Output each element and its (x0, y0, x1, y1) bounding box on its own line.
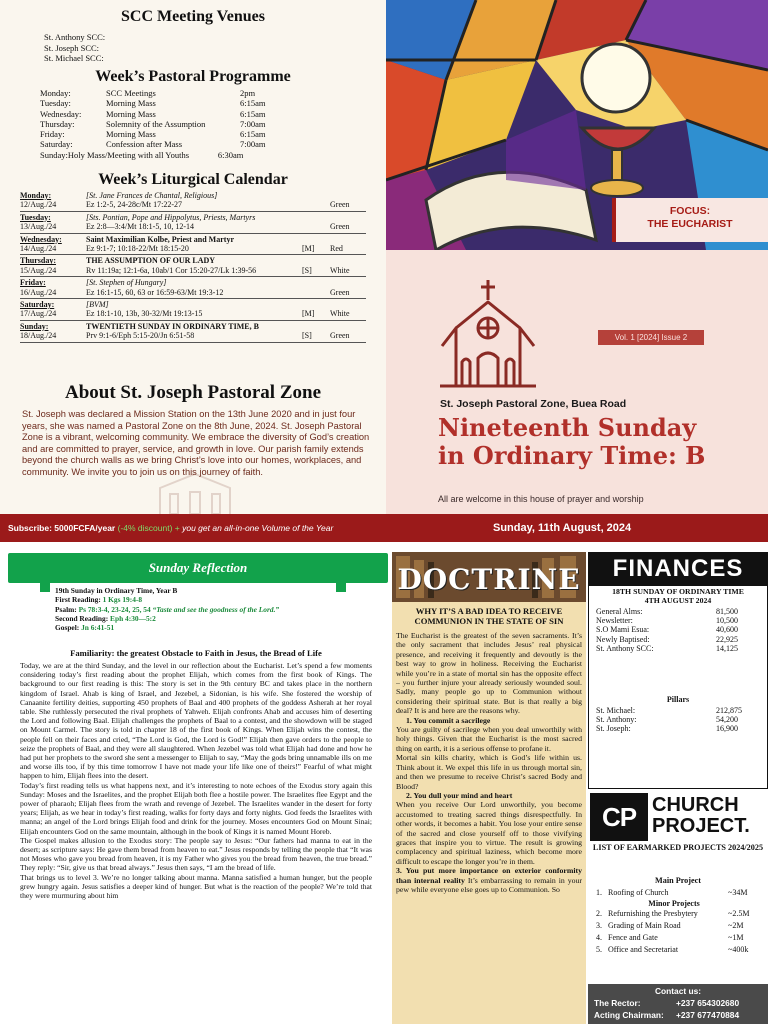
programme-row (40, 88, 266, 98)
finance-row (596, 635, 756, 644)
focus-label (612, 205, 768, 231)
reading-label: Gospel: (55, 623, 80, 633)
subscribe-text (8, 514, 333, 542)
reflection-paragraph: Today, we are at the third Sunday, and the level in our reflection about the Eucharist. Let’s spend a few moments considering today’s first reading about the prophet Elijah, which comes from the first book of Kings. The background to our first reading is this: The story is set in the 9th century BC and takes place in the northern kingdom of Israel. Ahab is king of Israel, and Jezebel, a Sidonian, is his wife. She fostered the worship of Canaanite fertility deities, supporting 450 prophets of Baal and 400 prophets of the goddess Asherah at her royal table. She ruthlessly persecuted the rival prophets of Yahweh. Elijah confronts Ahab and accuses him of deserting the Lord and following Baal. Elijah challenges the prophets of Baal to a contest, and the showdown will be staged on Mount Carmel. The story is told in chapter 18 of the first book of Kings. When Elijah wins the contest, the people fell on their faces and cried, “The Lord is God, the Lord is God!” Elijah then gave orders to the people to seize the prophets of Baal, and they were all slaughtered. When Jezebel was told what Elijah had done and how he had put her prophets to the sword she sent a messenger to Elijah to say, “May the gods bring unnamable ills on me and worse ills too, if by this time tomorrow I have not made your life like one of theirs!” Fearful of what might happen to him, Elijah flees into the desert. (20, 661, 372, 781)
calendar-readings: Ez 2:8—3:4/Mt 18:1-5, 10, 12-14 (86, 222, 194, 232)
readings-list (55, 586, 385, 632)
calendar-date-value: 14/Aug./24 (20, 244, 57, 254)
issue-badge: Vol. 1 [2024] Issue 2 (598, 330, 704, 345)
calendar-entry (86, 256, 302, 275)
finance-value: 22,925 (716, 634, 738, 644)
project-number: 2. (596, 909, 602, 918)
programme-row (40, 109, 266, 119)
reflection-body (20, 661, 372, 1024)
calendar-day: Thursday: (20, 256, 57, 266)
focus-line: FOCUS: (669, 205, 711, 217)
finance-value: 14,125 (716, 643, 738, 653)
doctrine-paragraph: The Eucharist is the greatest of the seven sacraments. It’s the only sacrament that includes Jesus’ real physical presence, and receiving it frequently and devoutly is the best way to grow in holiness. Receiving the Eucharist while you’re in a state of mortal sin has the opposite effect – you further injure your already seriously wounded soul. Sadly, many people go up to Communion without considering their spiritual state. But is that really a big deal? It is and here are the reasons why. (396, 631, 582, 716)
calendar-date-value: 12/Aug./24 (20, 200, 57, 210)
church-project-logo-letters: CP (601, 802, 637, 832)
projects-list (596, 887, 760, 956)
calendar-entry (86, 300, 302, 319)
programme-day: Friday: (40, 129, 65, 140)
doctrine-point-title: 3. You put more importance on exterior conformity than internal reality (396, 866, 582, 885)
calendar-rank: [M] (302, 309, 315, 319)
calendar-liturgical-color: Red (330, 244, 343, 254)
calendar-row (20, 234, 366, 256)
programme-day: Monday: (40, 88, 71, 98)
project-name: Roofing of Church (608, 888, 669, 897)
issue-title-line: in Ordinary Time: B (438, 441, 706, 470)
calendar-liturgical-color: Green (330, 200, 350, 210)
project-number: 4. (596, 933, 602, 942)
venue-item: St. Anthony SCC: (44, 32, 106, 42)
doctrine-paragraph: It’s embarrassing to remain in your pew while everyone else goes up to Communion. So (396, 875, 582, 894)
minor-projects-list (596, 908, 760, 956)
pillar-label: St. Anthony: (596, 715, 637, 725)
programme-day: Tuesday: (40, 98, 71, 109)
psalm-response: “Taste and see the goodness of the Lord.” (152, 604, 280, 614)
calendar-date (20, 278, 86, 297)
doctrine-paragraph: Mortal sin kills charity, which is God’s life within us. Think about it. We expel this life in us through mortal sin, and then we presume to receive Christ’s sacred Body and Blood? (396, 753, 582, 791)
contact-role: The Rector: (594, 998, 641, 1008)
calendar-readings: Ez 9:1-7; 10:18-22/Mt 18:15-20 (86, 244, 189, 254)
programme-event: Morning Mass (106, 129, 156, 140)
calendar-date-value: 16/Aug./24 (20, 287, 57, 297)
calendar-liturgical-color: Green (330, 222, 350, 232)
calendar-day: Friday: (20, 278, 46, 288)
calendar-date-value: 18/Aug./24 (20, 331, 57, 341)
reading-ref: Jn 6:41-51 (79, 623, 115, 633)
calendar-liturgical-color: White (330, 265, 350, 275)
calendar-date-value: 15/Aug./24 (20, 265, 57, 275)
wordmark-line: PROJECT. (652, 815, 750, 837)
pillar-label: St. Joseph: (596, 724, 631, 734)
about-title: About St. Joseph Pastoral Zone (65, 382, 321, 403)
finance-label: Newsletter: (596, 616, 633, 626)
programme-day: Saturday: (40, 139, 73, 150)
projects-title: LIST OF EARMARKED PROJECTS 2024/2025 (592, 843, 764, 852)
calendar-rank: [M] (302, 244, 315, 254)
reflection-header-label: Sunday Reflection (148, 560, 248, 575)
calendar-day: Monday: (20, 191, 52, 200)
project-row (596, 908, 760, 920)
finance-value: 40,600 (716, 625, 738, 635)
venue-item: St. Michael SCC: (44, 53, 104, 63)
calendar-meta (302, 191, 366, 210)
reflection-paragraph: The Gospel makes allusion to the Exodus story: The people say to Jesus: “Our fathers had manna to eat in the desert; as scripture says: He gave them bread from heaven to eat.” Jesus responds by telling the people that “It was not Moses who gave you bread from heaven, it is my Father who gives you the bread from heaven, the true bread.” They reply: “Sir, give us that bread always.” Jesus then says, “I am the bread of life. (20, 835, 372, 873)
reflection-paragraph: That brings us to level 3. We’re no longer talking about manna. Manna satisfied a human hunger, but the people grew hungry again. Jesus satisfies a deeper kind of hunger. But what is the reaction of the people? We’re told that they were murmuring about him (20, 872, 372, 901)
programme-time: 6:15am (240, 98, 266, 109)
pillar-value: 16,900 (716, 724, 738, 734)
issue-date: Sunday, 11th August, 2024 (493, 522, 632, 534)
calendar-liturgical-color: Green (330, 331, 350, 341)
project-amount: ~34M (728, 888, 748, 897)
project-row (596, 920, 760, 932)
calendar-meta (302, 256, 366, 275)
calendar-date (20, 256, 86, 275)
calendar-day: Tuesday: (20, 212, 51, 222)
project-name: Office and Secretariat (608, 945, 679, 954)
calendar-meta (302, 322, 366, 341)
pillar-row (596, 715, 756, 724)
programme-title: Week’s Pastoral Programme (95, 68, 291, 85)
main-project-label: Main Project (655, 876, 701, 885)
pillar-row (596, 706, 756, 715)
calendar-meta (302, 300, 366, 319)
doctrine-point-title: 2. You dull your mind and heart (406, 790, 513, 800)
finances-title (592, 588, 764, 605)
venues-list (44, 32, 105, 64)
calendar-readings: Ez 16:1-15, 60, 63 or 16:59-63/Mt 19:3-12 (86, 287, 224, 297)
finance-row (596, 616, 756, 625)
programme-event: Holy Mass/Meeting with all Youths (67, 149, 190, 160)
calendar-liturgical-color: Green (330, 287, 350, 297)
contact-role: Acting Chairman: (594, 1010, 664, 1020)
calendar-meta (302, 235, 366, 254)
finance-label: St. Anthony SCC: (596, 643, 654, 653)
venues-title: SCC Meeting Venues (120, 8, 265, 25)
doctrine-label: DOCTRINE (397, 563, 581, 596)
calendar-date (20, 322, 86, 341)
welcome-text: All are welcome in this house of prayer and worship (438, 494, 644, 504)
pillar-value: 54,200 (716, 715, 738, 725)
issue-title (438, 414, 758, 470)
programme-time: 2pm (240, 88, 256, 98)
finance-row (596, 625, 756, 634)
doctrine-paragraph: You are guilty of sacrilege when you deal unworthily with holy things. Given that the Eucharist is the most sacred thing on earth, it is a serious offense to profane it. (396, 725, 582, 753)
reflection-paragraph: Today’s first reading tells us what happens next, and it’s interesting to note echoes of the Exodus story again this Sunday: Moses and the Israelites, and the prophet Elijah both flee a hostile power. The Israelites flee Egypt and the power of pharaoh; Elijah flees from the wrath and revenge of Jezebel. The Israelites wander in the desert for forty years; Elijah, as we hear in today’s first reading, walks for forty days and forty nights. God feeds the Israelites with manna; an angel of the Lord brings Elijah food and drink for the journey. Moses encounters God on Mount Sinai; Elijah encounters God on the same mountain, although in the book of Kings it is named Mount Horeb. (20, 780, 372, 836)
church-outline-icon (150, 470, 240, 514)
church-icon (438, 278, 538, 390)
finances-table (596, 607, 756, 653)
tab-marker-icon (40, 583, 50, 592)
calendar-day: Sunday: (20, 321, 49, 331)
readings-heading: 19th Sunday in Ordinary Time, Year B (55, 586, 178, 595)
calendar-rank: [S] (302, 265, 312, 275)
finance-row (596, 644, 756, 653)
programme-time: 6:30am (217, 149, 244, 160)
about-text: St. Joseph was declared a Mission Station on the 13th June 2020 and in just four years, she was named a Pastoral Zone on the 8th June, 2024. St. Joseph Pastoral Zone is a vibrant, welcoming community. We embrace the diversity of God’s creation and are committed to prayer, service, and growth in love. Our parish family extends beyond the church walls as we bring Christ’s love into our homes, workplaces, and community. We invite you to join us on this journey of faith. (22, 409, 370, 477)
calendar-day: Saturday: (20, 300, 55, 310)
finance-label: Newly Baptised: (596, 634, 650, 644)
pillar-label: St. Michael: (596, 706, 636, 715)
finance-value: 10,500 (716, 616, 738, 626)
contact-row (594, 1009, 766, 1021)
calendar-celebration: [St. Jane Frances de Chantal, Religious] (86, 191, 218, 200)
programme-event: Morning Mass (106, 108, 156, 119)
programme-day: Wednesday: (40, 108, 82, 119)
finance-label: S.O Mami Esua: (596, 625, 650, 635)
project-amount: ~1M (728, 933, 744, 942)
programme-event: Solemnity of the Assumption (106, 118, 206, 129)
finance-value: 81,500 (716, 607, 738, 616)
programme-time: 6:15am (240, 129, 266, 140)
calendar-meta (302, 213, 366, 232)
programme-table (40, 88, 266, 160)
calendar-date-value: 13/Aug./24 (20, 222, 57, 232)
project-row (596, 887, 760, 899)
programme-event: SCC Meetings (106, 88, 156, 98)
reflection-heading: Familiarity: the greatest Obstacle to Faith in Jesus, the Bread of Life (70, 648, 322, 658)
calendar-row (20, 277, 366, 299)
programme-row (40, 150, 266, 160)
focus-line: THE EUCHARIST (647, 218, 733, 230)
venue-item: St. Joseph SCC: (44, 42, 100, 53)
calendar-row (20, 255, 366, 277)
project-amount: ~400k (728, 945, 749, 954)
project-name: Fence and Gate (608, 933, 658, 942)
reading-ref: Ps 78:3-4, 23-24, 25, 54 (76, 604, 153, 614)
calendar-celebration: [St. Stephen of Hungary] (86, 278, 167, 288)
calendar-readings: Prv 9:1-6/Eph 5:15-20/Jn 6:51-58 (86, 331, 195, 341)
calendar-row (20, 212, 366, 234)
calendar-entry (86, 322, 302, 341)
finance-label: General Alms: (596, 607, 643, 616)
calendar-readings: Ez 18:1-10, 13b, 30-32/Mt 19:13-15 (86, 309, 203, 319)
project-name: Grading of Main Road (608, 921, 681, 930)
programme-event: Morning Mass (106, 98, 156, 109)
wordmark-line: CHURCH (652, 794, 739, 816)
programme-day: Sunday: (40, 149, 68, 160)
project-number: 5. (596, 945, 602, 954)
calendar-date (20, 300, 86, 319)
pillars-title: Pillars (666, 695, 690, 704)
programme-row (40, 98, 266, 108)
calendar-celebration: Saint Maximilian Kolbe, Priest and Martyr (86, 234, 234, 244)
programme-event: Confession after Mass (106, 139, 183, 150)
contact-phone: +237 654302680 (676, 998, 740, 1008)
calendar-row (20, 321, 366, 343)
programme-time: 6:15am (240, 108, 266, 119)
calendar-readings: Rv 11:19a; 12:1-6a, 10ab/1 Cor 15:20-27/Lk 1:39-56 (86, 265, 257, 275)
contact-list (594, 997, 766, 1021)
calendar-row (20, 299, 366, 321)
project-number: 1. (596, 888, 602, 897)
calendar-date (20, 235, 86, 254)
calendar-title: Week’s Liturgical Calendar (98, 171, 288, 188)
calendar-liturgical-color: White (330, 309, 350, 319)
pillar-value: 212,875 (716, 706, 742, 715)
reading-label: Second Reading: (55, 613, 109, 623)
calendar-entry (86, 191, 302, 210)
project-amount: ~2.5M (728, 909, 750, 918)
programme-row (40, 129, 266, 139)
programme-row (40, 119, 266, 129)
project-number: 3. (596, 921, 602, 930)
calendar-entry (86, 278, 302, 297)
programme-day: Thursday: (40, 118, 75, 129)
calendar-celebration: [BVM] (86, 300, 109, 310)
project-row (596, 932, 760, 944)
reading-ref: Eph 4:30—5:2 (108, 613, 156, 623)
programme-time: 7:00am (240, 139, 266, 150)
doctrine-body (396, 631, 582, 1024)
finances-label: FINANCES (612, 555, 744, 582)
calendar-rank: [S] (302, 331, 312, 341)
reading-ref: 1 Kgs 19:4-8 (100, 595, 143, 605)
pillar-row (596, 724, 756, 733)
subscribe-discount: (-4% discount) + (115, 523, 180, 533)
doctrine-point-title: 1. You commit a sacrilege (406, 715, 491, 725)
calendar-date-value: 17/Aug./24 (20, 309, 57, 319)
project-name: Refurnishing the Presbytery (608, 909, 698, 918)
calendar-date (20, 191, 86, 210)
reading-label: Psalm: (55, 604, 77, 614)
calendar-celebration: TWENTIETH SUNDAY IN ORDINARY TIME, B (86, 321, 259, 331)
subscribe-offer: you get an all-in-one Volume of the Year (179, 523, 334, 533)
calendar-celebration: THE ASSUMPTION OF OUR LADY (86, 256, 216, 266)
calendar-row (20, 190, 366, 212)
finances-title-line: 18TH SUNDAY OF ORDINARY TIME (612, 587, 744, 596)
project-row (596, 944, 760, 956)
minor-projects-label: Minor Projects (648, 899, 700, 908)
calendar-celebration: [Sts. Pontian, Pope and Hippolytus, Priests, Martyrs (86, 212, 256, 222)
programme-time: 7:00am (240, 118, 266, 129)
finance-row (596, 607, 756, 616)
finances-title-line: 4TH AUGUST 2024 (644, 595, 712, 605)
church-project-wordmark (652, 795, 764, 837)
calendar-meta (302, 278, 366, 297)
calendar-entry (86, 213, 302, 232)
calendar-entry (86, 235, 302, 254)
subscribe-price: Subscribe: 5000FCFA/year (8, 523, 116, 533)
contact-row (594, 997, 766, 1009)
contact-title: Contact us: (654, 986, 702, 996)
programme-row (40, 139, 266, 149)
issue-title-line: Nineteenth Sunday (438, 413, 697, 442)
reading-label: First Reading: (55, 595, 101, 605)
pillars-table (596, 706, 756, 734)
contact-phone: +237 677470884 (676, 1010, 740, 1020)
zone-name: St. Joseph Pastoral Zone, Buea Road (440, 398, 627, 410)
project-amount: ~2M (728, 921, 744, 930)
doctrine-title: WHY IT’S A BAD IDEA TO RECEIVE COMMUNION IN THE STATE OF SIN (414, 606, 564, 626)
liturgical-calendar (20, 190, 366, 343)
calendar-date (20, 213, 86, 232)
calendar-readings: Ez 1:2-5, 24-28c/Mt 17:22-27 (86, 200, 182, 210)
doctrine-paragraph: When you receive Our Lord unworthily, you become accustomed to treating sacred things disrespectfully. In other words, it becomes a habit. You lose your entire sense of the sacred and close yourself off to those vivifying graces that inspire you to virtue. The result is growing complacency and spiritual laziness, which become more difficult to escape the longer you’re in them. (396, 800, 582, 866)
calendar-day: Wednesday: (20, 234, 62, 244)
